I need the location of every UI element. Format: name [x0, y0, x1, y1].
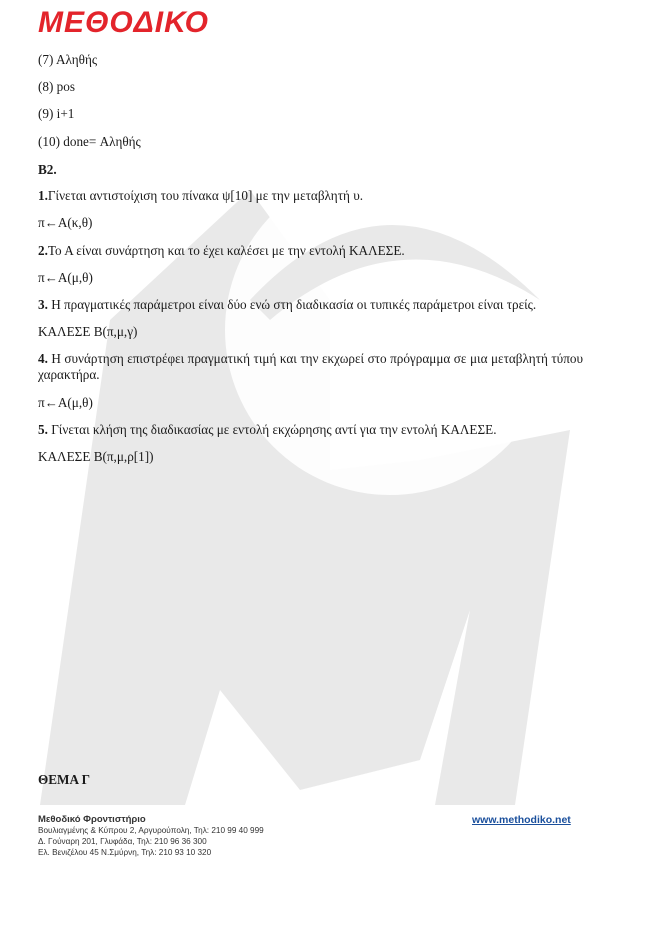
item-text: Η πραγματικές παράμετροι είναι δύο ενώ στη διαδικασία οι τυπικές παράμετροι είναι τρείς. — [47, 297, 537, 312]
item-number: 3. — [38, 297, 48, 312]
footer-title: Μεθοδικό Φροντιστήριο — [38, 814, 146, 825]
item-text: Γίνεται κλήση της διαδικασίας με εντολή εκχώρησης αντί για την εντολή ΚΑΛΕΣΕ. — [47, 422, 497, 437]
item-4-code: π←Α(μ,θ) — [38, 395, 93, 410]
item-number: 4. — [38, 351, 48, 366]
answer-line-7: (7) Αληθής — [38, 52, 98, 67]
item-3-code: ΚΑΛΕΣΕ Β(π,μ,γ) — [38, 324, 138, 339]
section-heading-b2: Β2. — [38, 162, 57, 177]
item-text: Η συνάρτηση επιστρέφει πραγματική τιμή και την εκχωρεί στο πρόγραμμα σε μια μεταβλητή τύπου χαρακτήρα. — [38, 351, 583, 382]
item-5-code: ΚΑΛΕΣΕ Β(π,μ,ρ[1]) — [38, 449, 154, 464]
item-3-text — [38, 297, 583, 313]
brand-logo: ΜΕΘΟΔΙΚΟ — [38, 6, 209, 39]
item-1-text — [38, 188, 583, 204]
item-2-text — [38, 243, 583, 259]
answer-line-8: (8) pos — [38, 79, 75, 94]
item-5-text — [38, 422, 583, 438]
item-number: 2. — [38, 243, 48, 258]
item-4-text — [38, 351, 583, 383]
answer-line-9: (9) i+1 — [38, 106, 75, 121]
website-link[interactable]: www.methodiko.net — [472, 814, 571, 826]
answer-line-10: (10) done= Αληθής — [38, 134, 141, 149]
item-number: 1. — [38, 188, 48, 203]
footer-address-1: Βουλιαγμένης & Κύπρου 2, Αργυρούπολη, Τηλ: 210 99 40 999 — [38, 826, 264, 835]
footer-block — [38, 814, 264, 858]
item-1-code: π←Α(κ,θ) — [38, 215, 93, 230]
item-number: 5. — [38, 422, 48, 437]
section-heading-theme-g: ΘΕΜΑ Γ — [38, 772, 90, 787]
item-2-code: π←Α(μ,θ) — [38, 270, 93, 285]
footer-address-2: Δ. Γούναρη 201, Γλυφάδα, Τηλ: 210 96 36 300 — [38, 837, 207, 846]
footer-address-3: Ελ. Βενιζέλου 45 Ν.Σμύρνη, Τηλ: 210 93 10 320 — [38, 848, 212, 857]
item-text: Γίνεται αντιστοίχιση του πίνακα ψ[10] με την μεταβλητή υ. — [47, 188, 364, 203]
item-text: Το Α είναι συνάρτηση και το έχει καλέσει με την εντολή ΚΑΛΕΣΕ. — [47, 243, 405, 258]
